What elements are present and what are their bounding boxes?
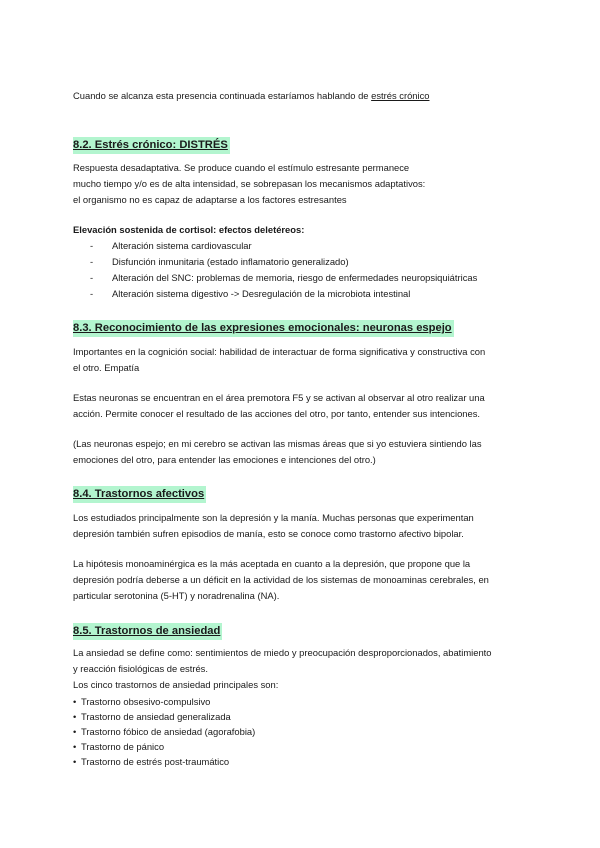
s82-line-3: el organismo no es capaz de adaptarse a los factores estresantes (73, 194, 347, 205)
s85-line-1: La ansiedad se define como: sentimientos de miedo y preocupación desproporcionados, abatimiento (73, 647, 492, 658)
s83-p1-line-1: Importantes en la cognición social: habilidad de interactuar de forma significativa y constructiva con (73, 346, 486, 357)
s82-list-item (90, 238, 252, 254)
s85-line-3: Los cinco trastornos de ansiedad principales son: (73, 679, 279, 690)
s83-p3-line-1: (Las neuronas espejo; en mi cerebro se activan las mismas áreas que si yo estuviera sintiendo las (73, 438, 482, 449)
s83-p2-line-2: acción. Permite conocer el resultado de las acciones del otro, por tanto, entender sus intenciones. (73, 408, 481, 419)
list-item-text: Alteración sistema cardiovascular (112, 240, 252, 251)
dash-marker: - (90, 272, 94, 283)
s83-p3-line-2: emociones del otro, para entender las emociones e intenciones del otro.) (73, 454, 376, 465)
heading-8-3: 8.3. Reconocimiento de las expresiones emocionales: neuronas espejo (73, 320, 454, 337)
bullet-marker: • (73, 756, 77, 767)
list-item-text: Alteración del SNC: problemas de memoria, riesgo de enfermedades neuropsiquiátricas (112, 272, 478, 283)
s84-p2-line-1: La hipótesis monoaminérgica es la más aceptada en cuanto a la depresión, que propone que la (73, 558, 471, 569)
dash-marker: - (90, 288, 94, 299)
s85-bullet-item (73, 739, 164, 754)
s83-p2-line-1: Estas neuronas se encuentran en el área premotora F5 y se activan al observar al otro realizar una (73, 392, 485, 403)
bullet-text: Trastorno obsesivo-compulsivo (81, 696, 211, 707)
s85-bullet-item (73, 754, 229, 769)
bullet-text: Trastorno de estrés post-traumático (81, 756, 230, 767)
bullet-text: Trastorno fóbico de ansiedad (agorafobia) (81, 726, 256, 737)
s82-line-2: mucho tiempo y/o es de alta intensidad, se sobrepasan los mecanismos adaptativos: (73, 178, 426, 189)
list-item-text: Disfunción inmunitaria (estado inflamatorio generalizado) (112, 256, 349, 267)
s84-p2-line-2: depresión podría deberse a un déficit en la actividad de los sistemas de monoaminas cerebrales, en (73, 574, 489, 585)
dash-marker: - (90, 256, 94, 267)
heading-8-5: 8.5. Trastornos de ansiedad (73, 623, 222, 640)
list-item-text: Alteración sistema digestivo -> Desregulación de la microbiota intestinal (112, 288, 411, 299)
bullet-marker: • (73, 696, 77, 707)
s85-line-2: y reacción fisiológicas de estrés. (73, 663, 208, 674)
s82-subheading: Elevación sostenida de cortisol: efectos deletéreos: (73, 224, 305, 235)
heading-8-4: 8.4. Trastornos afectivos (73, 486, 206, 503)
intro-text: Cuando se alcanza esta presencia continuada estaríamos hablando de (73, 90, 372, 101)
s84-p1-line-2: depresión también sufren episodios de manía, esto se conoce como trastorno afectivo bipolar. (73, 528, 464, 539)
estres-cronico-link: estrés crónico (371, 90, 430, 101)
s85-bullet-item (73, 694, 210, 709)
intro-paragraph (73, 88, 429, 104)
s85-bullet-item (73, 724, 255, 739)
bullet-text: Trastorno de pánico (81, 741, 165, 752)
bullet-marker: • (73, 741, 77, 752)
heading-8-2: 8.2. Estrés crónico: DISTRÉS (73, 137, 230, 154)
s84-p2-line-3: particular serotonina (5-HT) y noradrenalina (NA). (73, 590, 280, 601)
s84-p1-line-1: Los estudiados principalmente son la depresión y la manía. Muchas personas que experimentan (73, 512, 474, 523)
s82-list-item (90, 270, 477, 286)
bullet-marker: • (73, 726, 77, 737)
s82-list-item (90, 286, 410, 302)
bullet-text: Trastorno de ansiedad generalizada (81, 711, 231, 722)
dash-marker: - (90, 240, 94, 251)
bullet-marker: • (73, 711, 77, 722)
s83-p1-line-2: el otro. Empatía (73, 362, 140, 373)
s85-bullet-item (73, 709, 231, 724)
s82-line-1: Respuesta desadaptativa. Se produce cuando el estímulo estresante permanece (73, 162, 410, 173)
s82-list-item (90, 254, 349, 270)
